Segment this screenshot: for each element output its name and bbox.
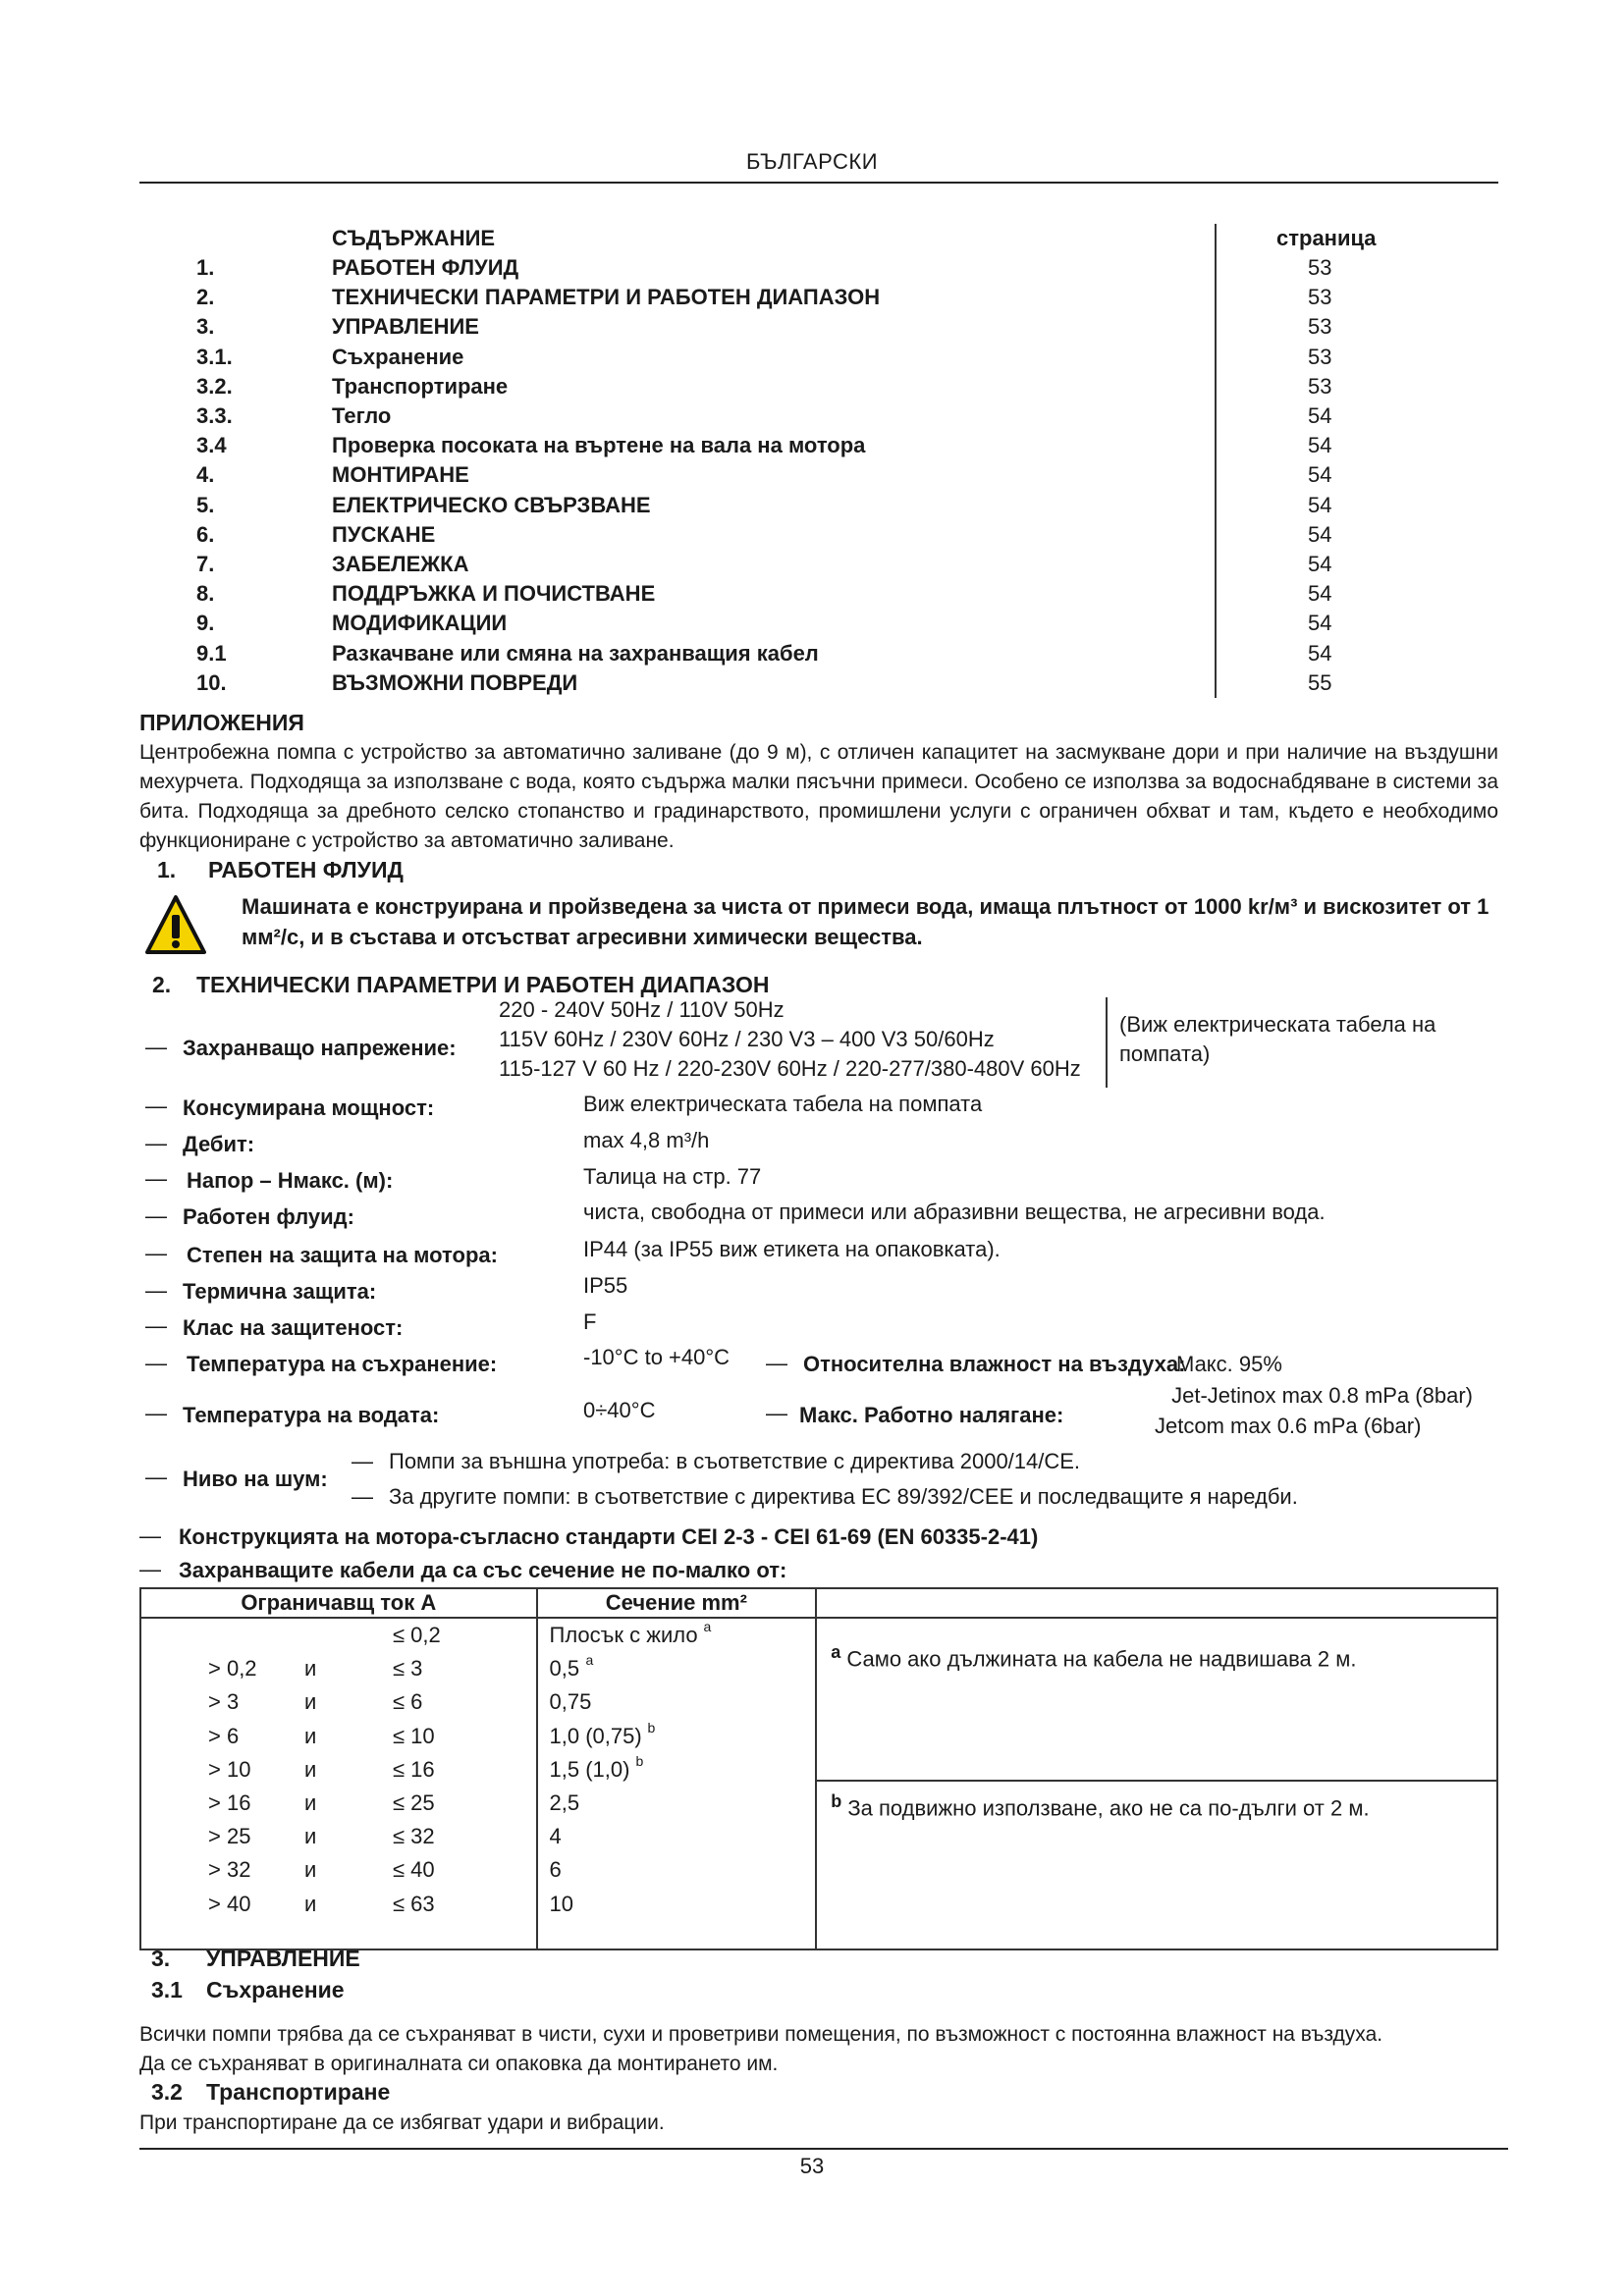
toc-entry-title: ЕЛЕКТРИЧЕСКО СВЪРЗВАНЕ: [332, 492, 651, 517]
protection-value: IP44 (за IP55 виж етикета на опаковката).: [583, 1237, 1001, 1261]
toc-entry-page: 54: [1308, 492, 1332, 517]
storage-temp-label: Температура на съхранение:: [187, 1352, 498, 1376]
power-label: Консумирана мощност:: [183, 1095, 435, 1120]
water-temp-label: Температура на водата:: [183, 1403, 440, 1427]
table-current-to: ≤ 10: [393, 1723, 435, 1748]
toc-entry-number: 2.: [196, 285, 215, 310]
flow-value: max 4,8 m³/h: [583, 1128, 710, 1152]
table-header-current: Ограничавщ ток А: [140, 1588, 537, 1618]
section1-title: РАБОТЕН ФЛУИД: [208, 857, 404, 882]
table-section-value: 6: [549, 1857, 562, 1883]
section3-1-line1: Всички помпи трябва да се съхраняват в чисти, сухи и проветриви помещения, по възможност с постоянна влажност на въздуха.: [139, 2023, 1383, 2046]
noise-value2: За другите помпи: в съответствие с директива ЕС 89/392/CEE и последващите я наредби.: [389, 1484, 1298, 1509]
section3-2-text: При транспортиране да се избягват удари и вибрации.: [139, 2111, 665, 2134]
toc-entry-page: 54: [1308, 403, 1332, 428]
note-b-mark: b: [831, 1791, 842, 1811]
spec-dash: —: [145, 1166, 167, 1191]
section1-warning-line1: Машината е конструирана и пройзведена за чиста от примеси вода, имаща плътност от 1000 kr/м³ и вискозитет от 1: [242, 894, 1489, 919]
toc-entry-title: Разкачване или смяна на захранващия кабел: [332, 640, 819, 666]
toc-entry: [196, 581, 1375, 611]
spec-dash: —: [145, 1465, 167, 1489]
table-and-word: и: [304, 1891, 317, 1916]
head-value: Талица на стр. 77: [583, 1164, 762, 1189]
supply-note-divider: [1106, 997, 1108, 1088]
toc-entry-number: 8.: [196, 581, 215, 607]
table-current-to: ≤ 40: [393, 1857, 435, 1883]
spec-dash: —: [145, 1278, 167, 1303]
spec-dash: —: [352, 1449, 373, 1473]
table-and-word: и: [304, 1790, 317, 1815]
table-section-value: Плосък с жило: [549, 1623, 698, 1647]
toc-entry: [196, 522, 1375, 552]
section3-2-num: 3.2: [151, 2079, 183, 2105]
head-label: Напор – Нмакс. (м):: [187, 1168, 394, 1193]
table-section-value: 0,5: [549, 1656, 580, 1682]
table-section-value: 0,75: [549, 1689, 592, 1715]
applications-text: Центробежна помпа с устройство за автоматично заливане (до 9 м), с отличен капацитет на засмукване дори и при наличие на въздушни мехурчета. Подходяща за използване с вода, която съдържа малки пясъчни примеси. Особено се използва за водоснабдяване в системи за бита. Подходяща за дребното селско стопанство и градинарството, промишлени услуги с ограничен обхват и там, където е необходимо функциониране с устройство за автоматично заливане.: [139, 741, 1498, 852]
toc-entry-title: ПОДДРЪЖКА И ПОЧИСТВАНЕ: [332, 581, 656, 607]
toc-entry-page: 54: [1308, 462, 1332, 488]
toc-entry-title: Тегло: [332, 403, 392, 428]
table-current-from: > 0,2: [208, 1656, 257, 1682]
storage-temp-value: -10°C to +40°C: [583, 1345, 731, 1369]
toc-entry: [196, 345, 1375, 374]
toc-entry-page: 53: [1308, 314, 1332, 340]
cable-section-table: [139, 1587, 1498, 1950]
section3-num: 3.: [151, 1946, 171, 1971]
table-current-to: ≤ 16: [393, 1756, 435, 1782]
table-current-from: > 32: [208, 1857, 251, 1883]
supply-note-line1: (Виж електрическата табела на: [1119, 1012, 1436, 1037]
section3-title: УПРАВЛЕНИЕ: [206, 1946, 360, 1971]
page-number: 53: [799, 2154, 825, 2178]
class-label: Клас на защитеност:: [183, 1315, 404, 1340]
toc-entry-title: Транспортиране: [332, 373, 509, 399]
table-header-notes: [816, 1588, 1497, 1618]
toc-entry-title: МОДИФИКАЦИИ: [332, 611, 508, 636]
table-and-word: и: [304, 1656, 317, 1682]
table-current-cell: [140, 1618, 537, 1949]
toc-entry-page: 54: [1308, 581, 1332, 607]
class-value: F: [583, 1309, 597, 1334]
toc-entry-title: ВЪЗМОЖНИ ПОВРЕДИ: [332, 669, 578, 695]
fluid-label: Работен флуид:: [183, 1204, 354, 1229]
toc-entry: [196, 255, 1375, 285]
section3-1-num: 3.1: [151, 1977, 183, 2002]
toc-entry-number: 9.: [196, 611, 215, 636]
toc-entry-page: 54: [1308, 640, 1332, 666]
spec-dash: —: [145, 1401, 167, 1425]
thermal-value: IP55: [583, 1273, 628, 1298]
table-current-from: > 10: [208, 1756, 251, 1782]
toc-entry-number: 3.1.: [196, 344, 233, 369]
toc-entry-number: 1.: [196, 255, 215, 280]
spec-dash: —: [766, 1351, 787, 1375]
toc-entry: [196, 433, 1375, 462]
spec-dash: —: [145, 1313, 167, 1338]
table-current-from: > 6: [208, 1723, 240, 1748]
toc-entry-number: 3.2.: [196, 373, 233, 399]
thermal-label: Термична защита:: [183, 1279, 377, 1304]
spec-dash: —: [145, 1035, 167, 1059]
toc-entry-page: 53: [1308, 373, 1332, 399]
header-rule: [139, 182, 1498, 184]
note-a-box: [817, 1619, 1496, 1782]
toc-entry-title: Съхранение: [332, 344, 464, 369]
spec-dash: —: [145, 1241, 167, 1265]
noise-label: Ниво на шум:: [183, 1467, 328, 1491]
section3-1-title: Съхранение: [206, 1977, 345, 2002]
toc-entry: [196, 462, 1375, 492]
noise-value1: Помпи за външна употреба: в съответствие с директива 2000/14/CE.: [389, 1449, 1081, 1473]
water-temp-value: 0÷40°C: [583, 1398, 656, 1422]
toc-entry-title: ТЕХНИЧЕСКИ ПАРАМЕТРИ И РАБОТЕН ДИАПАЗОН: [332, 285, 881, 310]
toc-entry-page: 55: [1308, 669, 1332, 695]
toc-entry-title: РАБОТЕН ФЛУИД: [332, 255, 519, 280]
toc-entry: [196, 641, 1375, 670]
table-section-cell: [537, 1618, 817, 1949]
toc-entry-number: 6.: [196, 521, 215, 547]
table-current-to: ≤ 32: [393, 1824, 435, 1849]
section1-warning-line2: мм²/с, и в състава и отсъстват агресивни химически вещества.: [242, 925, 923, 949]
power-value: Виж електрическата табела на помпата: [583, 1092, 983, 1116]
toc-entry-page: 54: [1308, 521, 1332, 547]
toc-entry-number: 4.: [196, 462, 215, 488]
toc-entry: [196, 314, 1375, 344]
table-section-value: 1,0 (0,75): [549, 1723, 642, 1748]
toc-entry-title: УПРАВЛЕНИЕ: [332, 314, 479, 340]
toc-entry-page: 54: [1308, 552, 1332, 576]
spec-dash: —: [139, 1523, 161, 1548]
toc-entry-page: 54: [1308, 433, 1332, 458]
toc-entry-page: 54: [1308, 611, 1332, 636]
pressure-label: Макс. Работно налягане:: [799, 1403, 1064, 1427]
toc-entry-number: 9.1: [196, 640, 227, 666]
section2-title: ТЕХНИЧЕСКИ ПАРАМЕТРИ И РАБОТЕН ДИАПАЗОН: [196, 972, 770, 997]
toc-entry: [196, 285, 1375, 314]
toc-entry-number: 7.: [196, 552, 215, 576]
spec-dash: —: [145, 1131, 167, 1155]
table-current-from: > 40: [208, 1891, 251, 1916]
table-section-mark: b: [635, 1752, 644, 1769]
toc-entry: [196, 670, 1375, 700]
note-b-box: [817, 1782, 1496, 1949]
cables-title: Захранващите кабели да са със сечение не по-малко от:: [179, 1558, 787, 1582]
toc-entry: [196, 403, 1375, 433]
section3-2-title: Транспортиране: [206, 2079, 391, 2105]
toc-entry-page: 53: [1308, 344, 1332, 369]
table-section-mark: a: [703, 1619, 712, 1634]
toc-page-label: страница: [1276, 226, 1377, 250]
section2-num: 2.: [152, 972, 172, 997]
spec-dash: —: [139, 1557, 161, 1581]
supply-note-line2: помпата): [1119, 1041, 1211, 1066]
toc-entry-title: ПУСКАНЕ: [332, 521, 436, 547]
toc-entry-number: 3.: [196, 314, 215, 340]
toc-entry: [196, 552, 1375, 581]
table-section-value: 2,5: [549, 1790, 580, 1815]
table-current-to: ≤ 3: [393, 1656, 423, 1682]
table-section-mark: a: [585, 1652, 594, 1669]
table-and-word: и: [304, 1756, 317, 1782]
note-b-text: За подвижно използване, ако не са по-дълги от 2 м.: [847, 1795, 1370, 1821]
toc-title: СЪДЪРЖАНИЕ: [332, 226, 496, 250]
spec-dash: —: [145, 1094, 167, 1118]
table-current-from: > 3: [208, 1689, 240, 1715]
toc-entry-title: ЗАБЕЛЕЖКА: [332, 552, 469, 576]
warning-icon: [145, 895, 206, 956]
toc-entry: [196, 493, 1375, 522]
table-and-word: и: [304, 1824, 317, 1849]
footer-rule: [139, 2148, 1508, 2150]
table-section-value: 1,5 (1,0): [549, 1756, 630, 1782]
flow-label: Дебит:: [183, 1132, 255, 1156]
humidity-label: Относителна влажност на въздуха:: [803, 1352, 1186, 1376]
table-section-mark: b: [647, 1719, 656, 1735]
supply-line2: 115V 60Hz / 230V 60Hz / 230 V3 – 400 V3 50/60Hz: [499, 1027, 995, 1051]
section3-1-line2: Да се съхраняват в оригиналната си опаковка да монтирането им.: [139, 2053, 779, 2075]
protection-label: Степен на защита на мотора:: [187, 1243, 498, 1267]
table-section-value: 10: [549, 1891, 574, 1916]
table-section-value: 4: [549, 1824, 562, 1849]
supply-line3: 115-127 V 60 Hz / 220-230V 60Hz / 220-277/380-480V 60Hz: [499, 1056, 1081, 1081]
section1-num: 1.: [157, 857, 177, 882]
spec-dash: —: [145, 1351, 167, 1375]
table-current-to: ≤ 0,2: [393, 1623, 441, 1647]
table-current-to: ≤ 25: [393, 1790, 435, 1815]
table-and-word: и: [304, 1689, 317, 1715]
applications-title: ПРИЛОЖЕНИЯ: [139, 710, 304, 735]
toc-entry-title: МОНТИРАНЕ: [332, 462, 469, 488]
spec-dash: —: [352, 1484, 373, 1509]
spec-dash: —: [766, 1401, 787, 1425]
table-current-from: > 25: [208, 1824, 251, 1849]
header-language: БЪЛГАРСКИ: [745, 149, 879, 174]
toc-entry: [196, 374, 1375, 403]
note-a-text: Само ако дължината на кабела не надвишава 2 м.: [846, 1646, 1357, 1672]
pressure-value2: Jetcom max 0.6 mPa (6bar): [1155, 1414, 1422, 1438]
construction-standard: Конструкцията на мотора-съгласно стандарти CEI 2-3 - CEI 61-69 (EN 60335-2-41): [179, 1524, 1039, 1549]
supply-label: Захранващо напрежение:: [183, 1036, 457, 1060]
toc-entry: [196, 611, 1375, 640]
pressure-value1: Jet-Jetinox max 0.8 mPa (8bar): [1171, 1383, 1473, 1408]
toc-entry-number: 5.: [196, 492, 215, 517]
table-current-from: > 16: [208, 1790, 251, 1815]
table-header-section: Сечение mm²: [537, 1588, 817, 1618]
humidity-value: Макс. 95%: [1176, 1352, 1282, 1376]
table-notes-cell: [816, 1618, 1497, 1949]
note-a-mark: a: [831, 1642, 841, 1662]
toc-entry-page: 53: [1308, 255, 1332, 280]
table-current-to: ≤ 6: [393, 1689, 423, 1715]
toc-entry-title: Проверка посоката на въртене на вала на мотора: [332, 433, 866, 458]
fluid-value: чиста, свободна от примеси или абразивни вещества, не агресивни вода.: [583, 1200, 1326, 1224]
table-and-word: и: [304, 1857, 317, 1883]
supply-line1: 220 - 240V 50Hz / 110V 50Hz: [499, 997, 785, 1022]
toc-entry-number: 3.3.: [196, 403, 233, 428]
spec-dash: —: [145, 1203, 167, 1228]
toc-divider: [1215, 224, 1217, 698]
table-current-to: ≤ 63: [393, 1891, 435, 1916]
toc-entry-number: 3.4: [196, 433, 227, 458]
table-and-word: и: [304, 1723, 317, 1748]
toc-entry-page: 53: [1308, 285, 1332, 310]
toc-entry-number: 10.: [196, 669, 227, 695]
